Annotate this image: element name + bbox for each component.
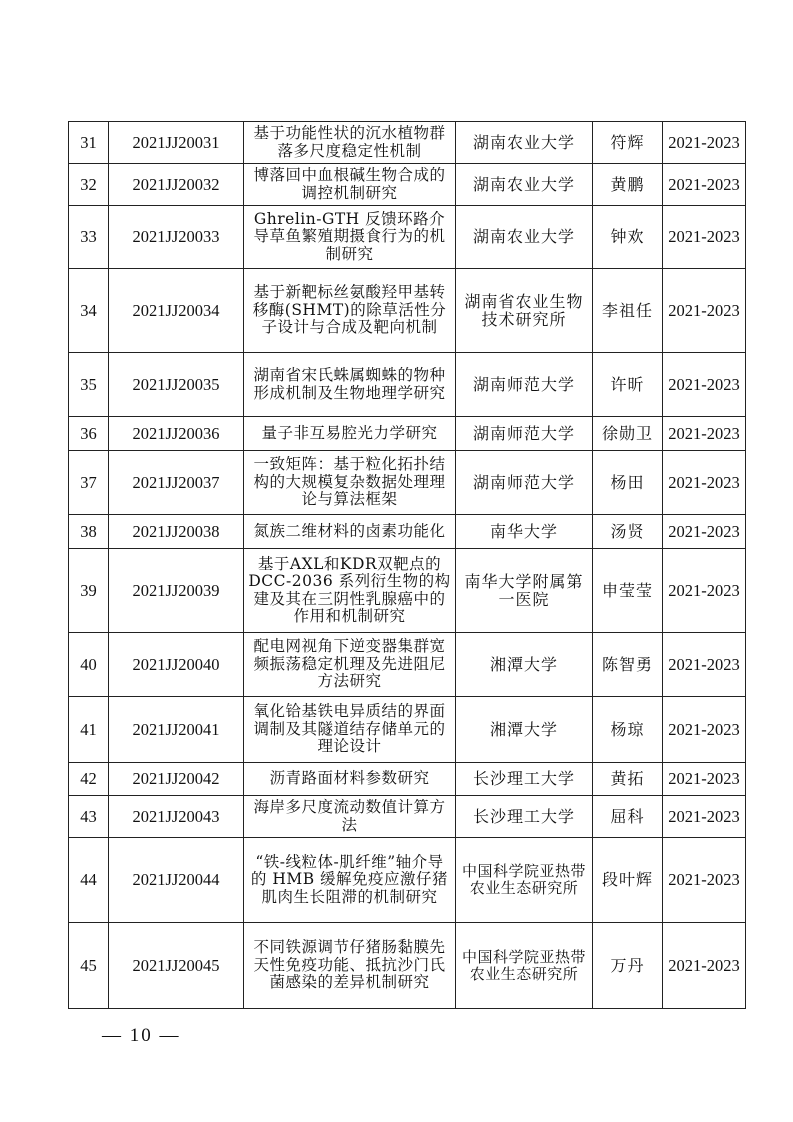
project-title: Ghrelin-GTH 反馈环路介导草鱼繁殖期摄食行为的机制研究: [244, 206, 456, 269]
host-unit: 中国科学院亚热带农业生态研究所: [456, 923, 593, 1009]
project-code: 2021JJ20034: [109, 269, 244, 353]
row-number: 38: [69, 515, 109, 549]
project-leader: 杨琼: [593, 697, 663, 763]
host-unit: 湖南师范大学: [456, 417, 593, 451]
project-leader: 汤贤: [593, 515, 663, 549]
project-period: 2021-2023: [663, 515, 746, 549]
table-row: [69, 796, 746, 838]
project-title: 基于AXL和KDR双靶点的DCC-2036 系列衍生物的构建及其在三阴性乳腺癌中的作用和机制研究: [244, 549, 456, 633]
project-title: “铁-线粒体-肌纤维”轴介导的 HMB 缓解免疫应激仔猪肌肉生长阻滞的机制研究: [244, 838, 456, 923]
table-row: [69, 549, 746, 633]
project-leader: 杨田: [593, 451, 663, 515]
host-unit: 湖南农业大学: [456, 164, 593, 206]
table-row: [69, 353, 746, 417]
project-code: 2021JJ20032: [109, 164, 244, 206]
table-row: [69, 633, 746, 697]
table-row: [69, 515, 746, 549]
project-leader: 李祖任: [593, 269, 663, 353]
project-leader: 许昕: [593, 353, 663, 417]
row-number: 41: [69, 697, 109, 763]
host-unit: 长沙理工大学: [456, 763, 593, 796]
project-period: 2021-2023: [663, 633, 746, 697]
project-period: 2021-2023: [663, 164, 746, 206]
row-number: 35: [69, 353, 109, 417]
project-period: 2021-2023: [663, 122, 746, 164]
project-code: 2021JJ20039: [109, 549, 244, 633]
project-period: 2021-2023: [663, 697, 746, 763]
table-row: [69, 206, 746, 269]
project-code: 2021JJ20035: [109, 353, 244, 417]
project-code: 2021JJ20036: [109, 417, 244, 451]
project-code: 2021JJ20037: [109, 451, 244, 515]
project-leader: 陈智勇: [593, 633, 663, 697]
host-unit: 中国科学院亚热带农业生态研究所: [456, 838, 593, 923]
host-unit: 湖南省农业生物技术研究所: [456, 269, 593, 353]
project-code: 2021JJ20033: [109, 206, 244, 269]
project-code: 2021JJ20038: [109, 515, 244, 549]
project-period: 2021-2023: [663, 838, 746, 923]
host-unit: 南华大学附属第一医院: [456, 549, 593, 633]
row-number: 44: [69, 838, 109, 923]
row-number: 42: [69, 763, 109, 796]
project-leader: 申莹莹: [593, 549, 663, 633]
table-row: [69, 838, 746, 923]
table-row: [69, 697, 746, 763]
row-number: 43: [69, 796, 109, 838]
project-leader: 段叶辉: [593, 838, 663, 923]
project-title: 一致矩阵：基于粒化拓扑结构的大规模复杂数据处理理论与算法框架: [244, 451, 456, 515]
project-leader: 徐勋卫: [593, 417, 663, 451]
page-number: — 10 —: [102, 1025, 181, 1046]
project-title: 基于功能性状的沉水植物群落多尺度稳定性机制: [244, 122, 456, 164]
project-code: 2021JJ20043: [109, 796, 244, 838]
project-period: 2021-2023: [663, 549, 746, 633]
project-code: 2021JJ20044: [109, 838, 244, 923]
project-leader: 符辉: [593, 122, 663, 164]
row-number: 37: [69, 451, 109, 515]
project-leader: 钟欢: [593, 206, 663, 269]
host-unit: 湖南农业大学: [456, 206, 593, 269]
project-title: 博落回中血根碱生物合成的调控机制研究: [244, 164, 456, 206]
project-leader: 黄拓: [593, 763, 663, 796]
host-unit: 湖南师范大学: [456, 451, 593, 515]
project-code: 2021JJ20042: [109, 763, 244, 796]
project-leader: 万丹: [593, 923, 663, 1009]
project-leader: 黄鹏: [593, 164, 663, 206]
project-code: 2021JJ20040: [109, 633, 244, 697]
project-title: 量子非互易腔光力学研究: [244, 417, 456, 451]
project-title: 海岸多尺度流动数值计算方法: [244, 796, 456, 838]
row-number: 36: [69, 417, 109, 451]
project-code: 2021JJ20031: [109, 122, 244, 164]
project-period: 2021-2023: [663, 206, 746, 269]
table-row: [69, 417, 746, 451]
table-row: [69, 763, 746, 796]
row-number: 31: [69, 122, 109, 164]
row-number: 39: [69, 549, 109, 633]
row-number: 40: [69, 633, 109, 697]
host-unit: 湖南师范大学: [456, 353, 593, 417]
host-unit: 湖南农业大学: [456, 122, 593, 164]
project-period: 2021-2023: [663, 923, 746, 1009]
table-row: [69, 923, 746, 1009]
project-title: 不同铁源调节仔猪肠黏膜先天性免疫功能、抵抗沙门氏菌感染的差异机制研究: [244, 923, 456, 1009]
row-number: 33: [69, 206, 109, 269]
project-period: 2021-2023: [663, 451, 746, 515]
project-code: 2021JJ20041: [109, 697, 244, 763]
project-period: 2021-2023: [663, 417, 746, 451]
project-period: 2021-2023: [663, 269, 746, 353]
project-period: 2021-2023: [663, 763, 746, 796]
project-table: [68, 121, 746, 1009]
table-row: [69, 269, 746, 353]
row-number: 34: [69, 269, 109, 353]
project-period: 2021-2023: [663, 796, 746, 838]
project-leader: 屈科: [593, 796, 663, 838]
project-period: 2021-2023: [663, 353, 746, 417]
host-unit: 长沙理工大学: [456, 796, 593, 838]
project-title: 氧化铪基铁电异质结的界面调制及其隧道结存储单元的理论设计: [244, 697, 456, 763]
project-code: 2021JJ20045: [109, 923, 244, 1009]
project-title: 基于新靶标丝氨酸羟甲基转移酶(SHMT)的除草活性分子设计与合成及靶向机制: [244, 269, 456, 353]
project-title: 湖南省宋氏蛛属蜘蛛的物种形成机制及生物地理学研究: [244, 353, 456, 417]
table-row: [69, 164, 746, 206]
project-title: 沥青路面材料参数研究: [244, 763, 456, 796]
host-unit: 南华大学: [456, 515, 593, 549]
row-number: 45: [69, 923, 109, 1009]
host-unit: 湘潭大学: [456, 633, 593, 697]
host-unit: 湘潭大学: [456, 697, 593, 763]
project-title: 氮族二维材料的卤素功能化: [244, 515, 456, 549]
row-number: 32: [69, 164, 109, 206]
table-row: [69, 451, 746, 515]
project-title: 配电网视角下逆变器集群宽频振荡稳定机理及先进阻尼方法研究: [244, 633, 456, 697]
table-row: [69, 122, 746, 164]
